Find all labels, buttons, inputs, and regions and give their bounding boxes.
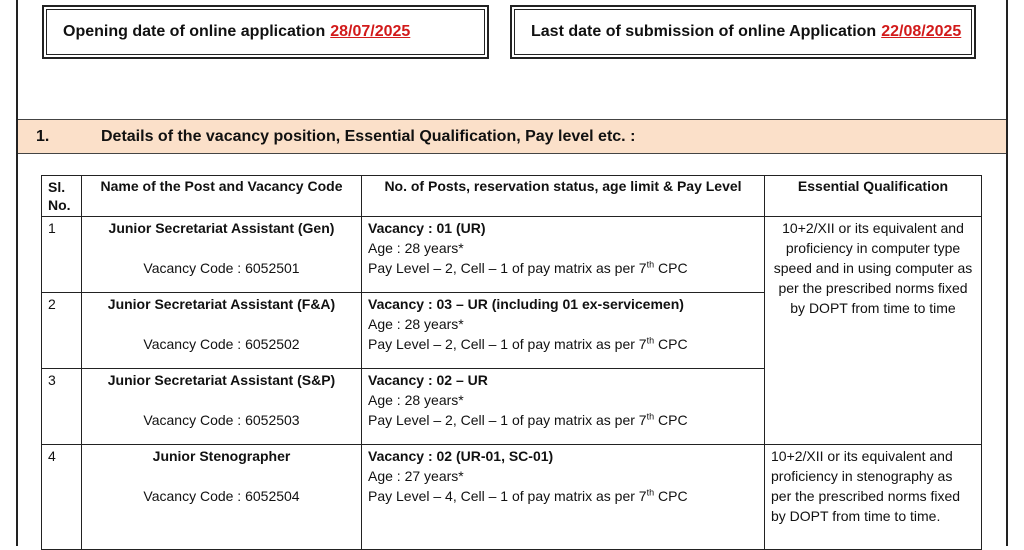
vacancy-count: Vacancy : 01 (UR) xyxy=(368,220,486,236)
pay-level-cpc: CPC xyxy=(654,336,688,352)
header-details: No. of Posts, reservation status, age limit & Pay Level xyxy=(362,176,765,217)
pay-level-text: Pay Level – 2, Cell – 1 of pay matrix as per 7 xyxy=(368,260,647,276)
last-date-box xyxy=(510,5,976,59)
vacancy-count: Vacancy : 02 – UR xyxy=(368,372,488,388)
row-details-cell xyxy=(362,217,765,293)
row-post-cell xyxy=(82,217,362,293)
header-sl-line1: Sl. xyxy=(48,179,66,195)
table-header-row xyxy=(42,176,982,217)
pay-level-sup: th xyxy=(646,259,655,270)
post-name: Junior Secretariat Assistant (Gen) xyxy=(108,220,335,236)
section-heading xyxy=(18,119,1006,154)
pay-level-sup: th xyxy=(646,335,655,346)
vacancy-count: Vacancy : 03 – UR (including 01 ex-servicemen) xyxy=(368,296,684,312)
page-border-left xyxy=(16,0,18,546)
row-sl: 4 xyxy=(42,445,82,550)
pay-level-text: Pay Level – 4, Cell – 1 of pay matrix as per 7 xyxy=(368,488,647,504)
row-details-cell xyxy=(362,445,765,550)
last-date-label: Last date of submission of online Application xyxy=(531,23,877,40)
pay-level xyxy=(368,486,758,506)
vacancy-code: Vacancy Code : 6052504 xyxy=(143,488,300,504)
section-number: 1. xyxy=(36,127,50,145)
age-limit: Age : 27 years* xyxy=(368,468,464,484)
pay-level-text: Pay Level – 2, Cell – 1 of pay matrix as per 7 xyxy=(368,412,647,428)
last-date-value: 22/08/2025 xyxy=(881,23,962,40)
row-post-cell xyxy=(82,369,362,445)
vacancy-count: Vacancy : 02 (UR-01, SC-01) xyxy=(368,448,554,464)
pay-level xyxy=(368,410,758,430)
pay-level-sup: th xyxy=(646,411,655,422)
pay-level-text: Pay Level – 2, Cell – 1 of pay matrix as per 7 xyxy=(368,336,647,352)
age-limit: Age : 28 years* xyxy=(368,392,464,408)
opening-date-value: 28/07/2025 xyxy=(330,23,411,40)
post-name: Junior Secretariat Assistant (S&P) xyxy=(107,372,336,388)
opening-date-box xyxy=(42,5,489,59)
row-sl: 1 xyxy=(42,217,82,293)
page-border-right xyxy=(1006,0,1008,546)
vacancy-code: Vacancy Code : 6052503 xyxy=(143,412,300,428)
pay-level-cpc: CPC xyxy=(654,488,688,504)
row-sl: 3 xyxy=(42,369,82,445)
row-sl: 2 xyxy=(42,293,82,369)
post-name: Junior Stenographer xyxy=(152,448,291,464)
header-qualification: Essential Qualification xyxy=(765,176,982,217)
pay-level-sup: th xyxy=(646,487,655,498)
qualification-jsa: 10+2/XII or its equivalent and proficiency in computer type speed and in using computer as per the prescribed norms fixed by DOPT from time to time xyxy=(765,217,982,445)
section-title: Details of the vacancy position, Essential Qualification, Pay level etc. : xyxy=(101,127,636,145)
table-row xyxy=(42,217,982,293)
pay-level xyxy=(368,334,758,354)
vacancy-code: Vacancy Code : 6052502 xyxy=(143,336,300,352)
table-row xyxy=(42,445,982,550)
age-limit: Age : 28 years* xyxy=(368,240,464,256)
post-name: Junior Secretariat Assistant (F&A) xyxy=(107,296,336,312)
row-details-cell xyxy=(362,369,765,445)
row-details-cell xyxy=(362,293,765,369)
qualification-steno: 10+2/XII or its equivalent and proficiency in stenography as per the prescribed norms fixed by DOPT from time to time. xyxy=(765,445,982,550)
vacancy-code: Vacancy Code : 6052501 xyxy=(143,260,300,276)
vacancy-table xyxy=(41,175,982,550)
header-post-name: Name of the Post and Vacancy Code xyxy=(82,176,362,217)
pay-level-cpc: CPC xyxy=(654,260,688,276)
pay-level-cpc: CPC xyxy=(654,412,688,428)
pay-level xyxy=(368,258,758,278)
age-limit: Age : 28 years* xyxy=(368,316,464,332)
opening-date-label: Opening date of online application xyxy=(63,23,326,40)
header-sl xyxy=(42,176,82,217)
row-post-cell xyxy=(82,445,362,550)
header-sl-line2: No. xyxy=(48,197,71,213)
row-post-cell xyxy=(82,293,362,369)
